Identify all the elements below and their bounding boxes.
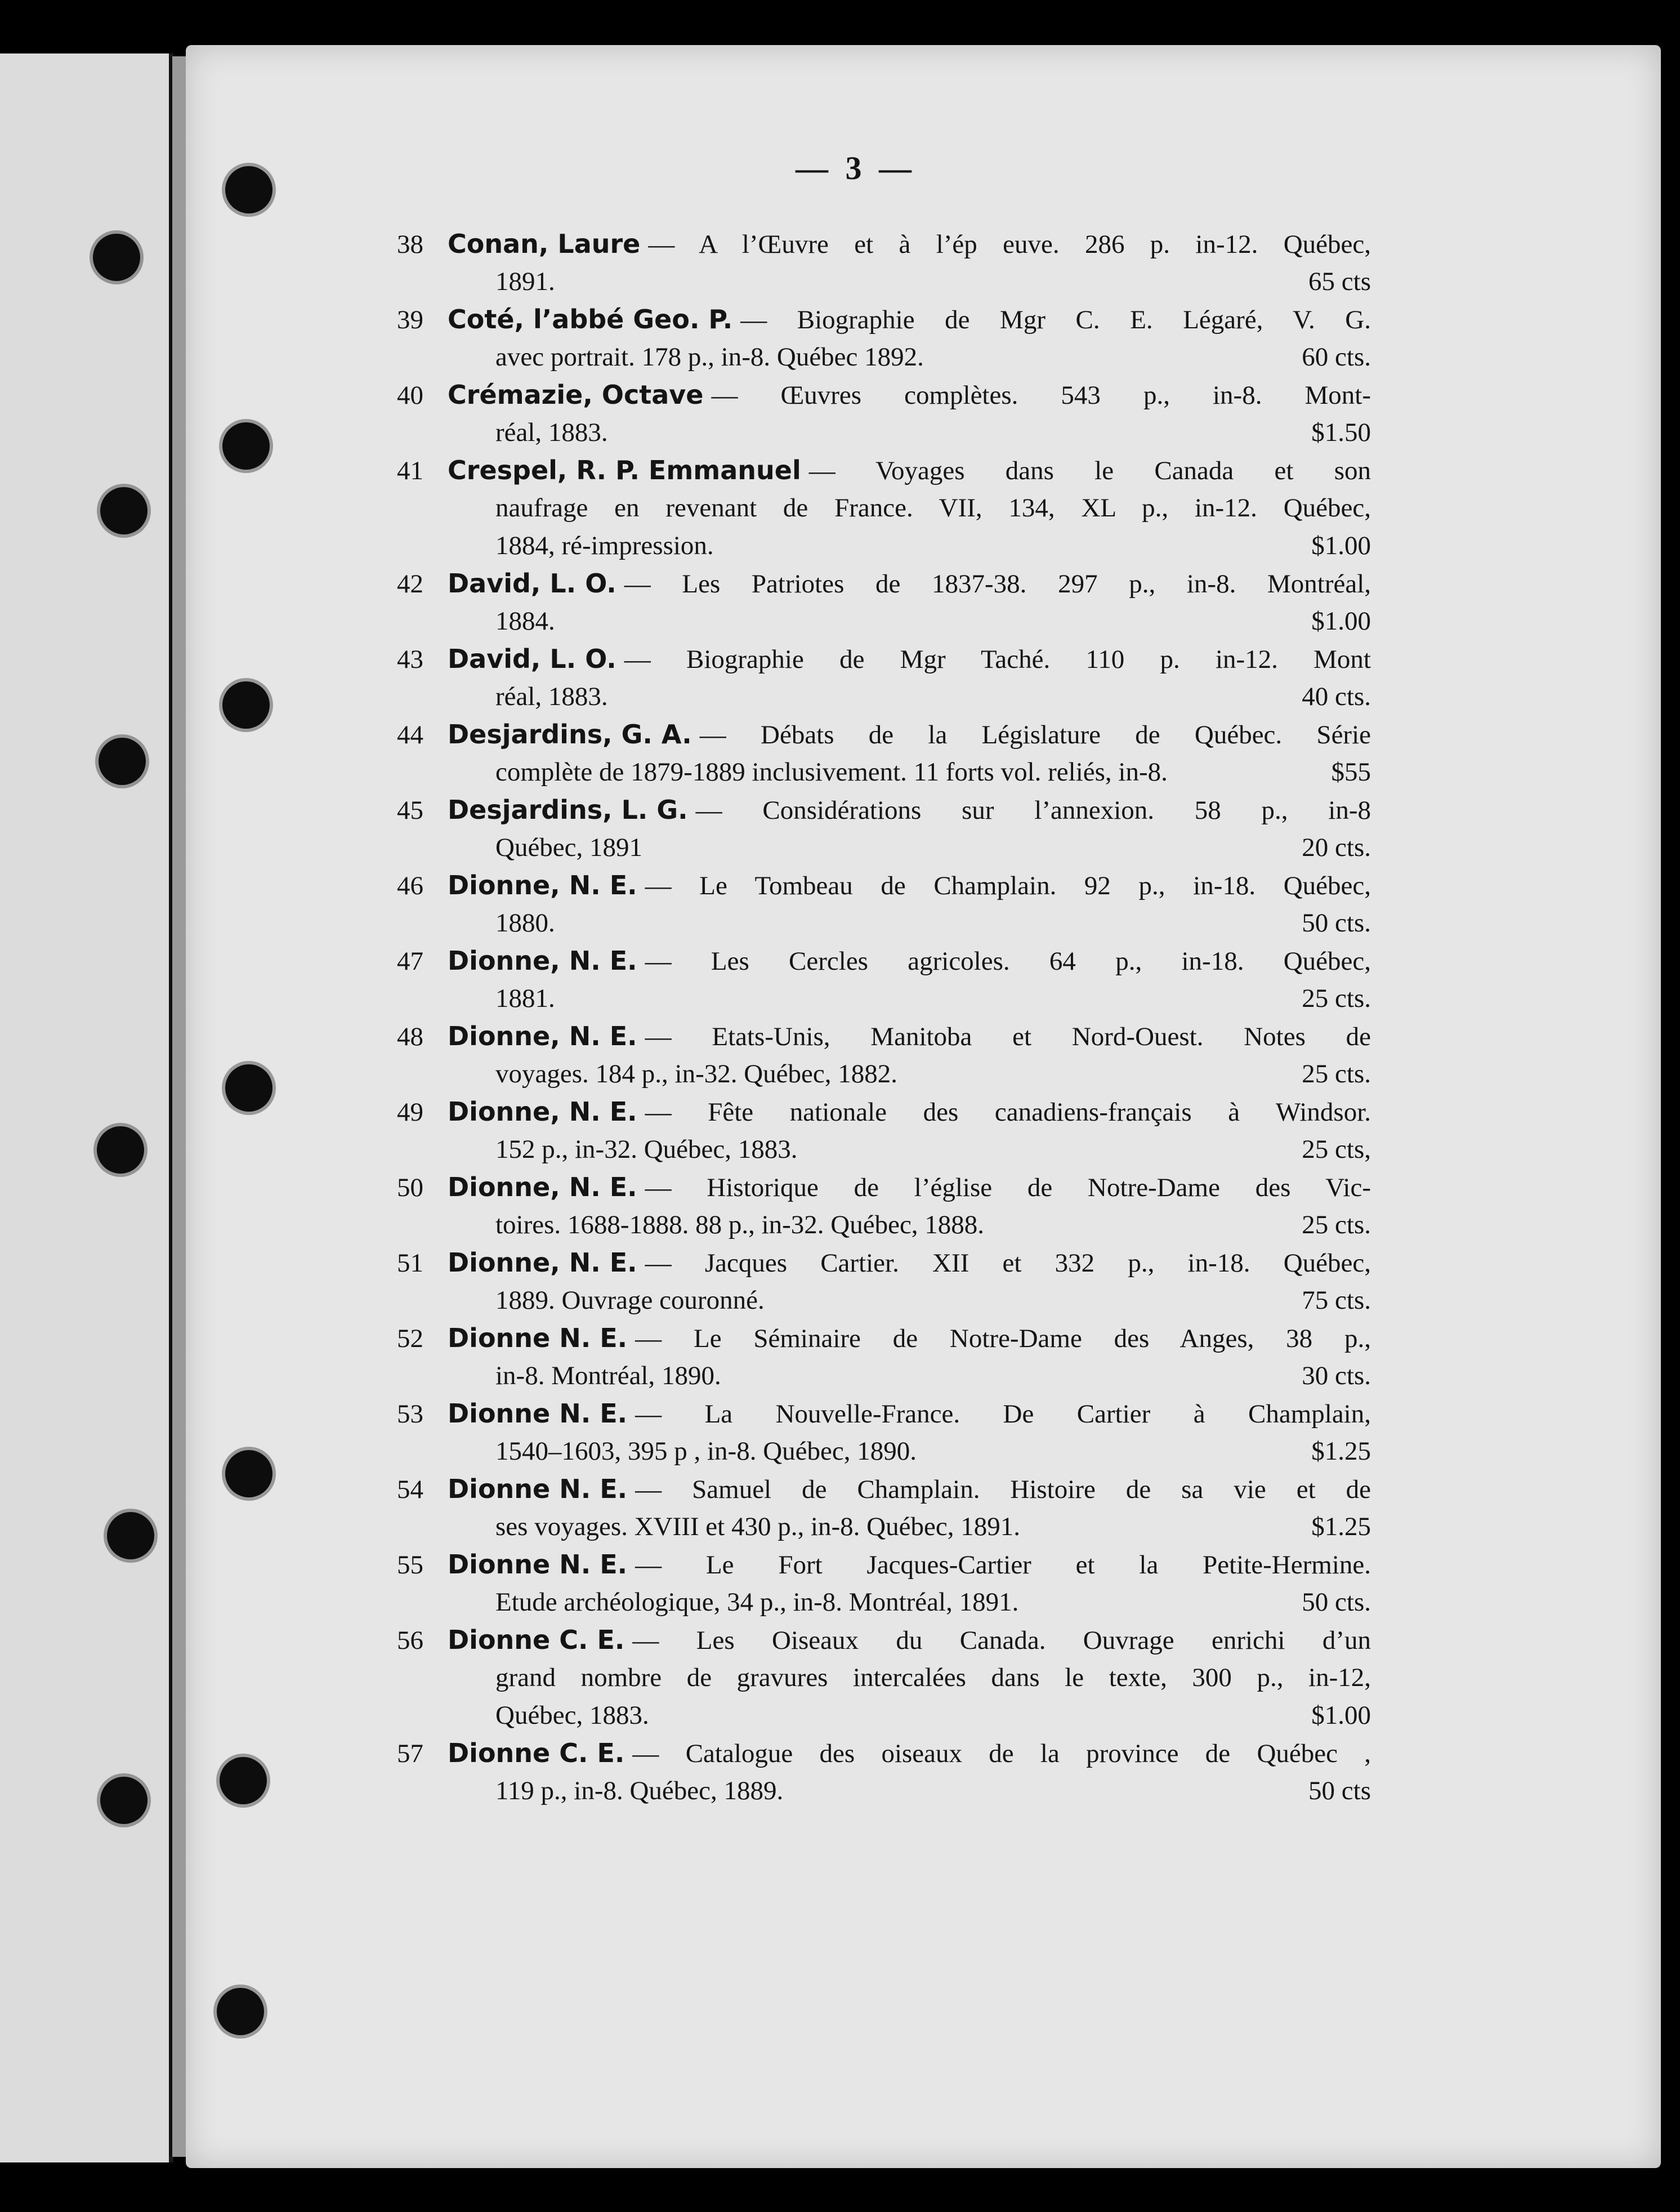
entry-title-text: — A l’Œuvre et à l’ép euve. 286 p. in-12. Québec, [648,230,1371,259]
entry-first-line [397,1546,1371,1584]
catalogue-entry [397,1470,1371,1546]
entry-title-text: — Le Tombeau de Champlain. 92 p., in-18. Québec, [645,871,1371,900]
catalogue-entry [397,301,1371,376]
binding-hole [222,681,270,729]
entry-continuation-line [397,414,1371,452]
entry-number: 50 [397,1173,423,1202]
entry-continuation-line [397,753,1371,791]
entry-price: 25 cts. [1302,1210,1371,1239]
entry-first-line [397,640,1371,678]
entry-first-line [397,791,1371,829]
entry-continuation-line [397,1772,1371,1810]
entry-continuation-line [397,678,1371,716]
entry-detail-text: in-8. Montréal, 1890. [495,1361,721,1390]
entry-first-line [397,867,1371,904]
entry-first-line [397,942,1371,980]
left-page-edge [0,53,173,2162]
binding-hole [222,422,270,470]
binding-hole [225,1450,272,1497]
entry-continuation-line [397,1433,1371,1470]
entry-price: 50 cts. [1302,1587,1371,1617]
entry-author: Crespel, R. P. Emmanuel [448,455,801,485]
entry-author: Dionne, N. E. [448,1172,637,1202]
entry-price: 65 cts [1308,267,1371,296]
entry-price: 50 cts. [1302,908,1371,938]
entry-number: 45 [397,796,423,825]
catalogue-entry [397,1319,1371,1395]
entry-first-line [397,225,1371,263]
entry-first-line [397,1470,1371,1508]
entry-author: David, L. O. [448,568,616,599]
entry-title-text: — Les Oiseaux du Canada. Ouvrage enrichi d’un [632,1626,1371,1655]
entry-detail-text: 1540–1603, 395 p , in-8. Québec, 1890. [495,1437,917,1466]
catalogue-entry [397,867,1371,942]
catalogue-entry [397,942,1371,1018]
entry-continuation-line [397,904,1371,942]
catalogue-entry [397,1018,1371,1093]
entry-detail-text: naufrage en revenant de France. VII, 134, XL p., in-12. Québec, [495,493,1371,523]
binding-hole [225,166,272,213]
entry-detail-text: avec portrait. 178 p., in-8. Québec 1892. [495,342,924,372]
binding-hole [217,1988,264,2035]
entry-detail-text: voyages. 184 p., in-32. Québec, 1882. [495,1059,897,1089]
binding-hole [100,1777,148,1824]
catalogue-entry [397,640,1371,716]
entry-number: 46 [397,871,423,900]
entry-number: 51 [397,1248,423,1278]
entry-title-text: — Etats-Unis, Manitoba et Nord-Ouest. Notes de [645,1022,1371,1051]
catalogue-entry [397,1621,1371,1734]
entry-detail-text: 1881. [495,984,555,1013]
entry-continuation-line [397,1584,1371,1621]
entry-price: $1.00 [1311,1701,1371,1730]
entry-detail-text: 1891. [495,267,555,296]
entry-author: Dionne N. E. [448,1323,628,1353]
entry-author: Dionne N. E. [448,1398,628,1429]
entry-title-text: — Biographie de Mgr Taché. 110 p. in-12. Mont [624,645,1371,674]
entry-number: 54 [397,1475,423,1504]
entry-number: 40 [397,381,423,410]
binding-hole [97,1126,144,1174]
entry-detail-text: Québec, 1883. [495,1701,649,1730]
catalogue-entry [397,225,1371,301]
entry-first-line [397,1319,1371,1357]
entry-price: $1.00 [1311,531,1371,560]
entry-first-line [397,301,1371,338]
entry-number: 38 [397,230,423,259]
entry-title-text: — Débats de la Législature de Québec. Série [699,720,1371,750]
catalogue-entry [397,1093,1371,1169]
catalogue-entry [397,376,1371,452]
entry-price: 25 cts. [1302,984,1371,1013]
entry-author: Crémazie, Octave [448,380,704,410]
entry-title-text: — Catalogue des oiseaux de la province de Québec , [632,1739,1371,1768]
entry-first-line [397,1169,1371,1206]
entry-number: 53 [397,1399,423,1429]
entry-first-line [397,452,1371,489]
entry-price: $1.00 [1311,606,1371,636]
catalogue-entry [397,716,1371,791]
entry-number: 48 [397,1022,423,1051]
entry-first-line [397,1734,1371,1772]
entry-price: 40 cts. [1302,682,1371,711]
entry-author: Desjardins, G. A. [448,719,692,750]
entry-author: Coté, l’abbé Geo. P. [448,304,733,335]
catalogue-entries [397,225,1371,1810]
entry-continuation-line [397,829,1371,867]
entry-continuation-line [397,263,1371,301]
binding-hole [225,1064,272,1112]
entry-number: 55 [397,1550,423,1580]
entry-number: 39 [397,305,423,335]
catalogue-entry [397,1169,1371,1244]
entry-price: 25 cts, [1302,1135,1371,1164]
entry-title-text: — Voyages dans le Canada et son [808,456,1371,485]
entry-number: 49 [397,1098,423,1127]
entry-author: Dionne C. E. [448,1625,625,1655]
entry-author: Dionne, N. E. [448,1247,637,1278]
entry-price: 30 cts. [1302,1361,1371,1390]
entry-number: 43 [397,645,423,674]
entry-title-text: — Jacques Cartier. XII et 332 p., in-18. Québec, [645,1248,1371,1278]
entry-detail-text: 152 p., in-32. Québec, 1883. [495,1135,798,1164]
entry-first-line [397,1093,1371,1131]
entry-first-line [397,1018,1371,1055]
entry-detail-text: 119 p., in-8. Québec, 1889. [495,1776,784,1805]
entry-number: 57 [397,1739,423,1768]
catalogue-entry [397,1734,1371,1810]
entry-title-text: — Historique de l’église de Notre-Dame des Vic- [645,1173,1371,1202]
entry-title-text: — Le Séminaire de Notre-Dame des Anges, 38 p., [635,1324,1371,1353]
entry-author: Dionne C. E. [448,1738,625,1768]
entry-title-text: — Les Cercles agricoles. 64 p., in-18. Québec, [645,947,1371,976]
entry-title-text: — Les Patriotes de 1837-38. 297 p., in-8. Montréal, [624,569,1371,599]
entry-first-line [397,1621,1371,1659]
entry-first-line [397,1395,1371,1433]
entry-author: Dionne, N. E. [448,1096,637,1127]
entry-continuation-line [397,603,1371,640]
entry-price: 60 cts. [1302,342,1371,372]
entry-detail-text: complète de 1879-1889 inclusivement. 11 forts vol. reliés, in-8. [495,757,1168,787]
entry-detail-text: Etude archéologique, 34 p., in-8. Montréal, 1891. [495,1587,1019,1617]
entry-price: $1.25 [1311,1437,1371,1466]
entry-price: $55 [1331,757,1371,787]
binding-hole [220,1757,267,1804]
entry-continuation-line [397,1508,1371,1546]
entry-continuation-line [397,1206,1371,1244]
entry-first-line [397,1244,1371,1282]
entry-continuation-line [397,1357,1371,1395]
entry-first-line [397,716,1371,753]
entry-title-text: — La Nouvelle-France. De Cartier à Champlain, [635,1399,1371,1429]
entry-number: 47 [397,947,423,976]
binding-hole [107,1512,154,1559]
entry-author: Dionne N. E. [448,1474,628,1504]
entry-title-text: — Biographie de Mgr C. E. Légaré, V. G. [740,305,1371,335]
entry-author: Dionne, N. E. [448,870,637,900]
entry-author: Dionne N. E. [448,1549,628,1580]
entry-price: $1.25 [1311,1512,1371,1541]
catalogue-entry [397,1546,1371,1621]
entry-continuation-line [397,1659,1371,1697]
entry-price: 25 cts. [1302,1059,1371,1089]
entry-number: 42 [397,569,423,599]
entry-detail-text: 1884. [495,606,555,636]
entry-number: 44 [397,720,423,750]
entry-continuation-line [397,489,1371,527]
entry-number: 56 [397,1626,423,1655]
entry-title-text: — Fête nationale des canadiens-français à Windsor. [645,1098,1371,1127]
entry-detail-text: 1889. Ouvrage couronné. [495,1286,765,1315]
entry-author: David, L. O. [448,644,616,674]
entry-continuation-line [397,1282,1371,1319]
catalogue-entry [397,1395,1371,1470]
entry-title-text: — Œuvres complètes. 543 p., in-8. Mont- [711,381,1371,410]
entry-author: Dionne, N. E. [448,1021,637,1051]
entry-detail-text: 1884, ré-impression. [495,531,714,560]
entry-author: Desjardins, L. G. [448,795,688,825]
entry-continuation-line [397,338,1371,376]
entry-first-line [397,376,1371,414]
entry-number: 41 [397,456,423,485]
entry-author: Conan, Laure [448,229,641,259]
catalogue-entry [397,1244,1371,1319]
catalogue-entry [397,452,1371,565]
entry-title-text: — Considérations sur l’annexion. 58 p., in-8 [695,796,1371,825]
entry-detail-text: réal, 1883. [495,418,608,447]
entry-detail-text: 1880. [495,908,555,938]
binding-hole [99,738,146,785]
binding-hole [100,487,148,534]
entry-price: 75 cts. [1302,1286,1371,1315]
entry-price: $1.50 [1311,418,1371,447]
entry-price: 20 cts. [1302,833,1371,862]
entry-number: 52 [397,1324,423,1353]
entry-continuation-line [397,1131,1371,1169]
entry-detail-text: grand nombre de gravures intercalées dans le texte, 300 p., in-12, [495,1663,1371,1692]
entry-continuation-line [397,1697,1371,1734]
entry-title-text: — Samuel de Champlain. Histoire de sa vie et de [635,1475,1371,1504]
entry-continuation-line [397,1055,1371,1093]
entry-detail-text: Québec, 1891 [495,833,643,862]
entry-continuation-line [397,980,1371,1018]
catalogue-entry [397,565,1371,640]
entry-detail-text: réal, 1883. [495,682,608,711]
entry-detail-text: toires. 1688-1888. 88 p., in-32. Québec, 1888. [495,1210,985,1239]
binding-hole [93,234,140,281]
entry-first-line [397,565,1371,603]
entry-title-text: — Le Fort Jacques-Cartier et la Petite-Hermine. [635,1550,1371,1580]
entry-detail-text: ses voyages. XVIII et 430 p., in-8. Québec, 1891. [495,1512,1020,1541]
catalogue-entry [397,791,1371,867]
entry-continuation-line [397,527,1371,565]
page-number: — 3 — [796,150,916,186]
entry-price: 50 cts [1308,1776,1371,1805]
entry-author: Dionne, N. E. [448,946,637,976]
